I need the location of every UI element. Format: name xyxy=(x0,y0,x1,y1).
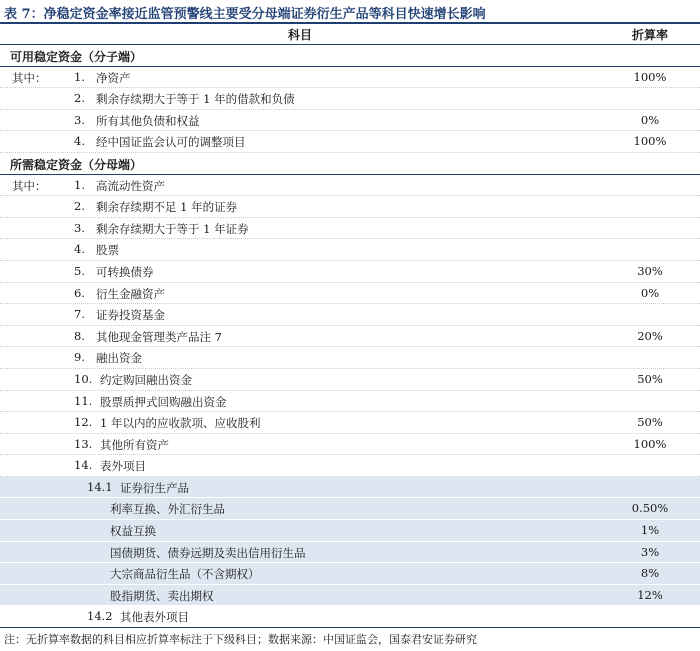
row-rate: 50% xyxy=(637,415,663,430)
row-number: 4. xyxy=(74,134,85,149)
row-label: 股票质押式回购融出资金 xyxy=(100,394,227,409)
row-rate: 30% xyxy=(637,263,663,278)
table-bottom-rule xyxy=(0,627,700,628)
row-label: 剩余存续期大于等于 1 年的借款和负债 xyxy=(96,92,295,107)
row-label: 证券衍生产品 xyxy=(120,480,189,495)
table-row xyxy=(0,175,700,197)
row-number: 14. xyxy=(74,458,93,473)
row-rate: 100% xyxy=(633,134,667,149)
sub-table-row xyxy=(0,498,700,520)
sub-table-row xyxy=(0,520,700,542)
table-row xyxy=(0,455,700,477)
table-row xyxy=(0,434,700,456)
row-rate: 50% xyxy=(637,371,663,386)
row-number: 1. xyxy=(74,69,85,84)
header-item: 科目 xyxy=(287,28,312,42)
row-label: 股票 xyxy=(96,243,119,258)
row-label: 其他现金管理类产品注 7 xyxy=(96,329,222,344)
sub-table-row xyxy=(0,477,700,499)
table-row xyxy=(0,67,700,89)
row-rate: 0% xyxy=(640,112,660,127)
rate-table xyxy=(0,22,700,628)
row-label: 所有其他负债和权益 xyxy=(96,113,200,128)
row-label: 经中国证监会认可的调整项目 xyxy=(96,135,246,150)
row-label: 利率互换、外汇衍生品 xyxy=(110,502,225,517)
table-row xyxy=(0,369,700,391)
row-number: 12. xyxy=(74,415,93,430)
table-row xyxy=(0,391,700,413)
row-prefix: 其中： xyxy=(12,178,47,193)
table-row xyxy=(0,412,700,434)
row-rate: 12% xyxy=(637,587,663,602)
row-rate: 0% xyxy=(640,285,660,300)
row-label: 衍生金融资产 xyxy=(96,286,165,301)
row-number: 2. xyxy=(74,91,85,106)
table-row xyxy=(0,347,700,369)
row-rate: 1% xyxy=(640,523,660,538)
table-title: 表 7：净稳定资金率接近监管预警线主要受分母端证券衍生产品等科目快速增长影响 xyxy=(4,7,486,22)
row-label: 证券投资基金 xyxy=(96,308,165,323)
row-number: 14.2 xyxy=(87,609,113,624)
row-label: 股指期货、卖出期权 xyxy=(110,588,214,603)
table-row xyxy=(0,326,700,348)
row-label: 1 年以内的应收款项、应收股利 xyxy=(100,416,261,431)
sub-table-row xyxy=(0,563,700,585)
row-rate: 100% xyxy=(633,69,667,84)
table-row xyxy=(0,218,700,240)
row-rate: 3% xyxy=(640,544,660,559)
row-rate: 8% xyxy=(640,566,660,581)
row-number: 2. xyxy=(74,199,85,214)
row-label: 融出资金 xyxy=(96,351,142,366)
row-rate: 20% xyxy=(637,328,663,343)
row-number: 6. xyxy=(74,285,85,300)
row-label: 净资产 xyxy=(96,70,131,85)
sub-table-row xyxy=(0,606,700,628)
row-label: 国债期货、债券远期及卖出信用衍生品 xyxy=(110,545,306,560)
sub-table-row xyxy=(0,542,700,564)
section-row xyxy=(0,153,700,175)
header-rate: 折算率 xyxy=(631,28,668,42)
row-label: 约定购回融出资金 xyxy=(100,372,192,387)
sub-table-row xyxy=(0,585,700,607)
table-row xyxy=(0,239,700,261)
row-number: 4. xyxy=(74,242,85,257)
row-label: 其他所有资产 xyxy=(100,437,169,452)
row-number: 9. xyxy=(74,350,85,365)
table-row xyxy=(0,196,700,218)
row-number: 8. xyxy=(74,328,85,343)
row-number: 5. xyxy=(74,263,85,278)
row-label: 权益互换 xyxy=(110,524,156,539)
row-rate: 100% xyxy=(633,436,667,451)
row-prefix: 其中： xyxy=(12,70,47,85)
row-label: 剩余存续期不足 1 年的证券 xyxy=(96,200,238,215)
row-number: 1. xyxy=(74,177,85,192)
table-header xyxy=(0,24,700,45)
table-row xyxy=(0,131,700,153)
row-rate: 0.50% xyxy=(631,501,669,516)
table-row xyxy=(0,88,700,110)
table-body xyxy=(0,45,700,628)
row-number: 11. xyxy=(74,393,93,408)
row-label: 可转换债券 xyxy=(96,264,154,279)
table-row xyxy=(0,261,700,283)
footnote: 注：无折算率数据的科目相应折算率标注于下级科目；数据来源：中国证监会，国泰君安证券研究 xyxy=(4,633,477,646)
row-label: 表外项目 xyxy=(100,459,146,474)
table-row xyxy=(0,283,700,305)
row-label: 其他表外项目 xyxy=(120,610,189,625)
row-label: 高流动性资产 xyxy=(96,178,165,193)
row-number: 3. xyxy=(74,112,85,127)
section-label: 可用稳定资金（分子端） xyxy=(10,50,143,64)
row-number: 10. xyxy=(74,371,93,386)
row-number: 7. xyxy=(74,307,85,322)
row-number: 13. xyxy=(74,436,93,451)
row-number: 3. xyxy=(74,220,85,235)
table-row xyxy=(0,304,700,326)
row-label: 剩余存续期大于等于 1 年证券 xyxy=(96,221,249,236)
section-label: 所需稳定资金（分母端） xyxy=(10,157,143,172)
section-row xyxy=(0,45,700,67)
row-number: 14.1 xyxy=(87,479,113,494)
table-row xyxy=(0,110,700,132)
row-label: 大宗商品衍生品（不含期权） xyxy=(110,567,260,582)
